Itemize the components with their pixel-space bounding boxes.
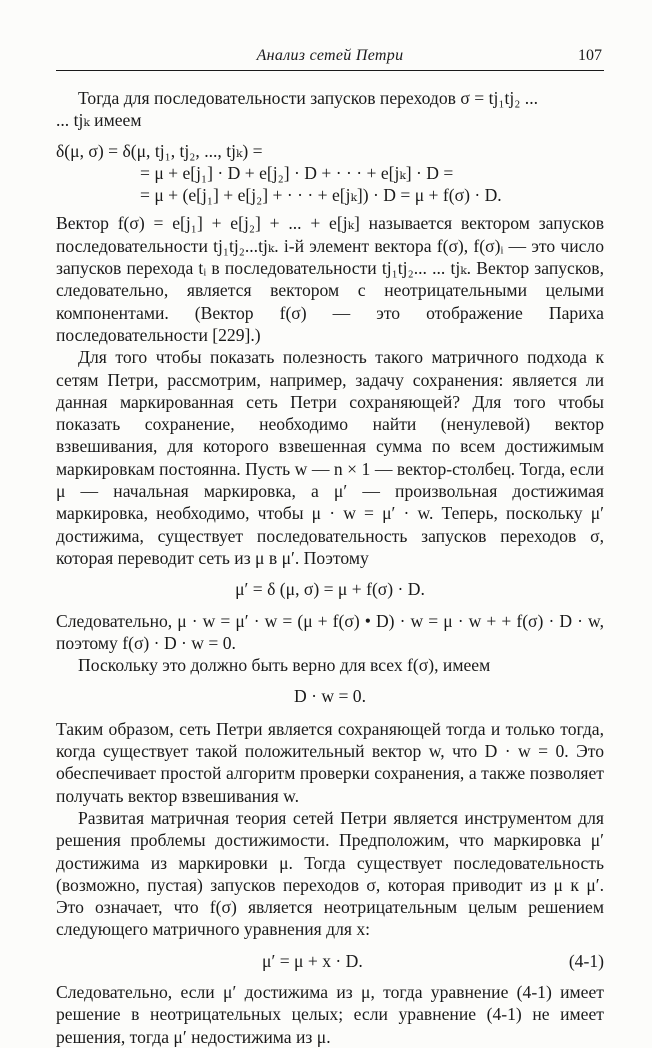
paragraph-consequently: Следовательно, μ · w = μ′ · w = (μ + f(σ) • D) · w = μ · w + + f(σ) · D · w, поэтому f(σ) · D · w = 0. <box>56 610 604 653</box>
paragraph-conclusion: Следовательно, если μ′ достижима из μ, тогда уравнение (4-1) имеет решение в неотрицательных целых; если уравнение (4-1) не имеет решения, тогда μ′ недостижима из μ. <box>56 981 604 1047</box>
paragraph-conservation: Для того чтобы показать полезность такого матричного подхода к сетям Петри, рассмотрим, например, задачу сохранения: является ли данная маркированная сеть Петри сохраняющей? Для того чтобы показать сохранение, необходимо найти (ненулевой) вектор взвешивания, для которого взвешенная сумма по всем достижимым маркировкам постоянна. Пусть w — n × 1 — вектор-столбец. Тогда, если μ — начальная маркировка, а μ′ — произвольная достижимая маркировка, необходимо, чтобы μ · w = μ′ · w. Теперь, поскольку μ′ достижима, существует последовательность запусков переходов σ, которая переводит сеть из μ в μ′. Поэтому <box>56 347 604 568</box>
equation-4-number: (4-1) <box>568 950 604 971</box>
equation-1-line-1: δ(μ, σ) = δ(μ, tj₁, tj₂, ..., tjₖ) = <box>56 140 263 161</box>
equation-1-line-3: = μ + (e[j₁] + e[j₂] + · · · + e[jₖ]) · D = μ + f(σ) · D. <box>140 185 502 206</box>
equation-4 <box>56 950 604 972</box>
equation-1-line-2: = μ + e[j₁] · D + e[j₂] · D + · · · + e[jₖ] · D = <box>140 162 454 183</box>
page-header <box>56 44 604 71</box>
running-title: Анализ сетей Петри <box>256 47 404 64</box>
paragraph-thus: Таким образом, сеть Петри является сохраняющей тогда и только тогда, когда существует такой положительный вектор w, что D · w = 0. Это обеспечивает простой алгоритм проверки сохранения, а также позволяет получать вектор взвешивания w. <box>56 718 604 806</box>
paragraph-since: Поскольку это должно быть верно для всех f(σ), имеем <box>78 655 491 676</box>
paragraph-intro-line-1: Тогда для последовательности запусков переходов σ = tj₁tj₂ ... <box>78 88 538 108</box>
page-number: 107 <box>578 47 602 64</box>
paragraph-matrix-theory: Развитая матричная теория сетей Петри является инструментом для решения проблемы достижимости. Предположим, что маркировка μ′ достижима из маркировки μ. Тогда существует последовательность (возможно, пустая) запусков переходов σ, которая приводит из μ к μ′. Это означает, что f(σ) является неотрицательным целым решением следующего матричного уравнения для x: <box>56 807 604 940</box>
equation-3: D · w = 0. <box>294 686 366 707</box>
page-body <box>56 87 604 1048</box>
paragraph-firing-vector: Вектор f(σ) = e[j₁] + e[j₂] + ... + e[jₖ] называется вектором запусков последовательности tj₁tj₂...tjₖ. i-й элемент вектора f(σ), f(σ)ᵢ — это число запусков перехода tᵢ в последовательности tj₁tj₂... ... tjₖ. Вектор запусков, следовательно, является вектором с неотрицательными целыми компонентами. (Вектор f(σ) — это отображение Париха последовательности [229].) <box>56 213 604 345</box>
equation-4-body: μ′ = μ + x · D. <box>262 950 363 971</box>
paragraph-intro-line-2: ... tjₖ имеем <box>56 110 142 131</box>
equation-2: μ′ = δ (μ, σ) = μ + f(σ) · D. <box>235 579 425 600</box>
equation-block-1 <box>56 140 604 207</box>
